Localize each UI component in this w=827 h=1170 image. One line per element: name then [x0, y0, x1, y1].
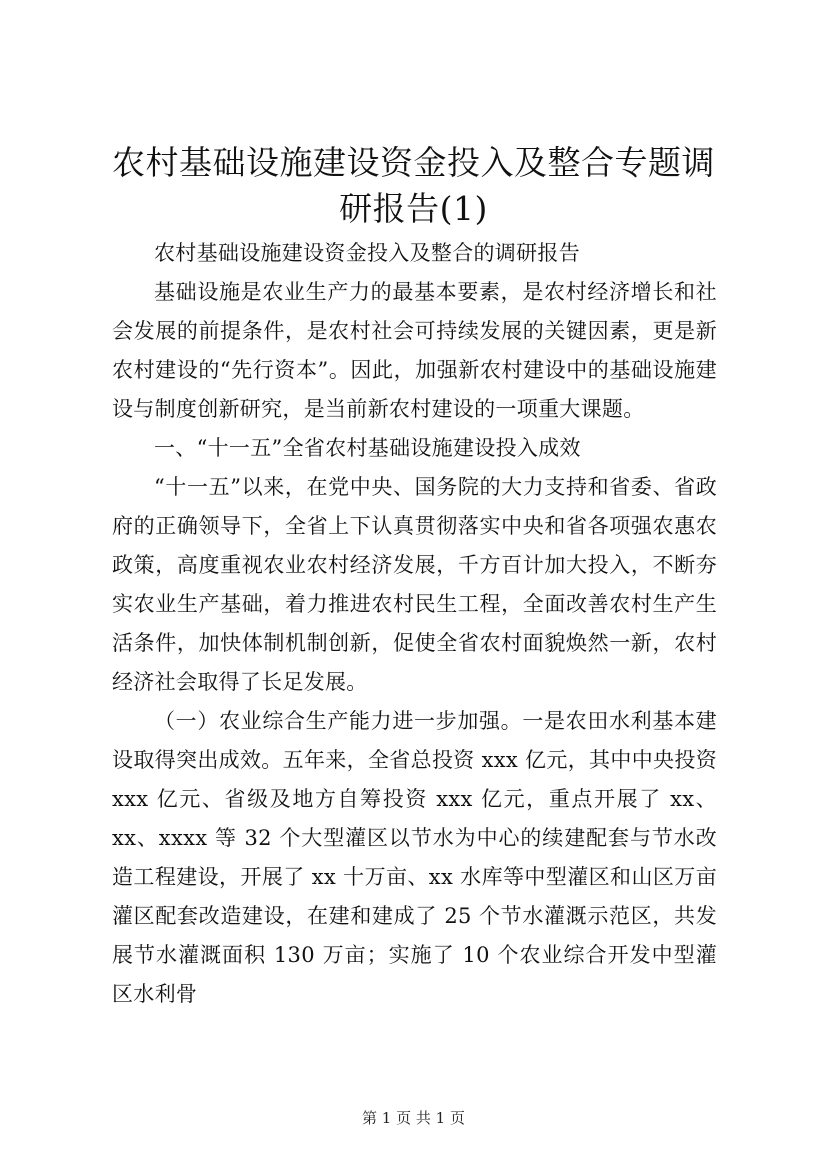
paragraph-capacity: （一）农业综合生产能力进一步加强。一是农田水利基本建设取得突出成效。五年来，全省总投资 xxx 亿元，其中中央投资 xxx 亿元、省级及地方自筹投资 xxx 亿元，重点开展了 xx、xx、xxxx 等 32 个大型灌区以节水为中心的续建配套与节水改造工程建设，开展了 xx 十万亩、xx 水库等中型灌区和山区万亩灌区配套改造建设，在建和建成了 25 个节水灌溉示范区，共发展节水灌溉面积 130 万亩；实施了 10 个农业综合开发中型灌区水利骨: [112, 709, 717, 1006]
paragraph-intro: 基础设施是农业生产力的最基本要素，是农村经济增长和社会发展的前提条件，是农村社会可持续发展的关键因素，更是新农村建设的“先行资本”。因此，加强新农村建设中的基础设施建设与制度创新研究，是当前新农村建设的一项重大课题。: [112, 280, 717, 421]
document-body: [112, 234, 717, 1014]
paragraph-overview: “十一五”以来，在党中央、国务院的大力支持和省委、省政府的正确领导下，全省上下认真贯彻落实中央和省各项强农惠农政策，高度重视农业农村经济发展，千方百计加大投入，不断夯实农业生产基础，着力推进农村民生工程，全面改善农村生产生活条件，加快体制机制创新，促使全省农村面貌焕然一新，农村经济社会取得了长足发展。: [112, 475, 717, 694]
page-footer: 第 1 页 共 1 页: [362, 1109, 465, 1127]
section-heading: 一、“十一五”全省农村基础设施建设投入成效: [154, 436, 581, 460]
document-title: 农村基础设施建设资金投入及整合专题调研报告(1): [112, 143, 715, 228]
paragraph-subtitle: 农村基础设施建设资金投入及整合的调研报告: [154, 241, 580, 265]
